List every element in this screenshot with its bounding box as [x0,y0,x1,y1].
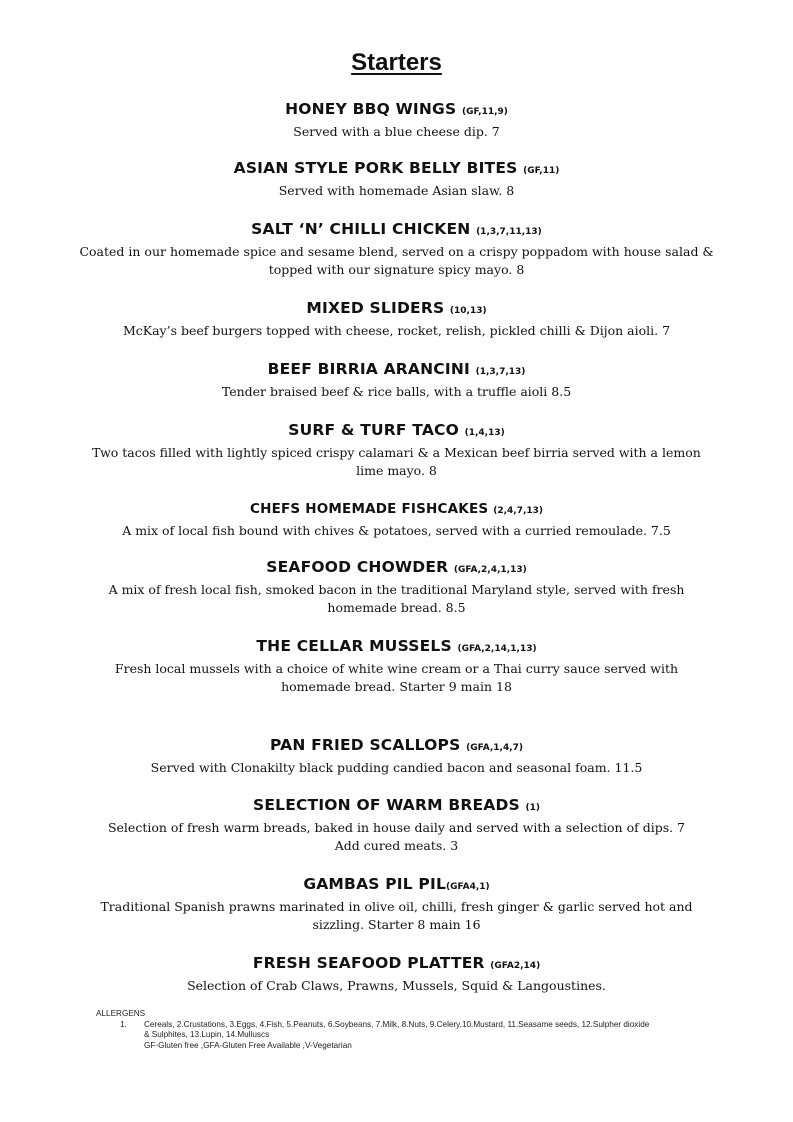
menu-item [0,557,793,617]
menu-item [0,735,793,777]
menu-item [0,298,793,340]
item-name: MIXED SLIDERS [306,299,445,317]
item-name: ASIAN STYLE PORK BELLY BITES [233,159,518,177]
item-name: SEAFOOD CHOWDER [266,558,449,576]
allergen-key-line: & Sulphites, 13.Lupin, 14.Mulluscs [144,1030,270,1039]
item-name: SELECTION OF WARM BREADS [252,796,520,814]
allergen-key [96,1009,716,1051]
allergen-key-list [96,1020,716,1031]
item-name-line [0,953,793,976]
item-allergens: (1) [525,803,541,813]
item-allergens: (10,13) [449,306,487,316]
item-name-line [0,219,793,242]
item-description: Selection of Crab Claws, Prawns, Mussels, Squid & Langoustines. [187,978,606,993]
item-name-line [0,420,793,443]
item-description: Two tacos filled with lightly spiced crispy calamari & a Mexican beef birria served with a lemon lime mayo. 8 [92,445,701,478]
item-description: Tender braised beef & rice balls, with a truffle aioli 8.5 [221,384,572,399]
menu-item [0,359,793,401]
item-description: A mix of local fish bound with chives & potatoes, served with a curried remoulade. 7.5 [122,523,671,538]
menu-item [0,219,793,279]
menu-item [0,874,793,934]
item-allergens: (GF,11) [523,166,560,176]
item-description: Served with homemade Asian slaw. 8 [278,183,515,198]
item-name: GAMBAS PIL PIL [303,875,447,893]
item-name: PAN FRIED SCALLOPS [270,736,461,754]
item-name: SALT ‘N’ CHILLI CHICKEN [251,220,471,238]
page-title: Starters [351,49,442,76]
item-description: Served with a blue cheese dip. 7 [293,124,500,139]
item-description: Fresh local mussels with a choice of white wine cream or a Thai curry sauce served with homemade bread. Starter 9 main 18 [114,661,679,694]
allergen-key-line: Cereals, 2.Crustations, 3.Eggs, 4.Fish, 5.Peanuts, 6.Soybeans, 7.Milk, 8.Nuts, 9.Celery,10.Mustard, 11.Seasame seeds, 12.Sulpher dioxide [144,1019,650,1029]
item-allergens: (GFA,2,14,1,13) [457,644,537,654]
menu-item [0,499,793,540]
item-name-line [0,359,793,382]
item-name: HONEY BBQ WINGS [285,100,457,118]
item-name-line [0,158,793,181]
item-name-line [0,874,793,897]
menu-item [0,420,793,480]
item-description: Coated in our homemade spice and sesame blend, served on a crispy poppadom with house salad & topped with our signature spicy mayo. 8 [79,244,714,277]
menu-item [0,99,793,141]
item-name-line [0,298,793,321]
item-allergens: (1,3,7,13) [475,367,526,377]
item-description: Traditional Spanish prawns marinated in olive oil, chilli, fresh ginger & garlic served hot and sizzling. Starter 8 main 16 [100,899,693,932]
item-name: SURF & TURF TACO [288,421,460,439]
item-name-line [0,795,793,818]
item-allergens: (GFA2,14) [490,961,541,971]
item-name-line [0,99,793,122]
item-name: THE CELLAR MUSSELS [256,637,452,655]
item-name-line [0,735,793,758]
allergen-key-number: 1. [120,1019,127,1029]
item-allergens: (1,3,7,11,13) [476,227,542,237]
item-allergens: (2,4,7,13) [493,506,544,516]
item-name-line [0,499,793,521]
item-allergens: (1,4,13) [464,428,505,438]
item-allergens: (GFA4,1) [446,882,490,892]
item-description: A mix of fresh local fish, smoked bacon in the traditional Maryland style, served with fresh homemade bread. 8.5 [108,582,685,615]
menu-item [0,158,793,200]
item-name-line [0,557,793,580]
item-name: BEEF BIRRIA ARANCINI [267,360,470,378]
item-name-line [0,636,793,659]
menu-item [0,795,793,855]
allergen-key-heading: ALLERGENS [96,1009,146,1018]
item-allergens: (GF,11,9) [461,107,508,117]
menu-item [0,636,793,696]
item-description: Served with Clonakilty black pudding candied bacon and seasonal foam. 11.5 [150,760,643,775]
item-allergens: (GFA,1,4,7) [466,743,523,753]
menu-item [0,953,793,995]
item-description: Selection of fresh warm breads, baked in house daily and served with a selection of dips. 7 Add cured meats. 3 [107,820,686,853]
item-allergens: (GFA,2,4,1,13) [453,565,527,575]
item-name: CHEFS HOMEMADE FISHCAKES [249,501,489,517]
allergen-key-legend: GF-Gluten free ,GFA-Gluten Free Available ,V-Vegetarian [144,1040,352,1050]
item-name: FRESH SEAFOOD PLATTER [252,954,485,972]
item-description: McKay’s beef burgers topped with cheese, rocket, relish, pickled chilli & Dijon aioli. 7 [122,323,671,338]
